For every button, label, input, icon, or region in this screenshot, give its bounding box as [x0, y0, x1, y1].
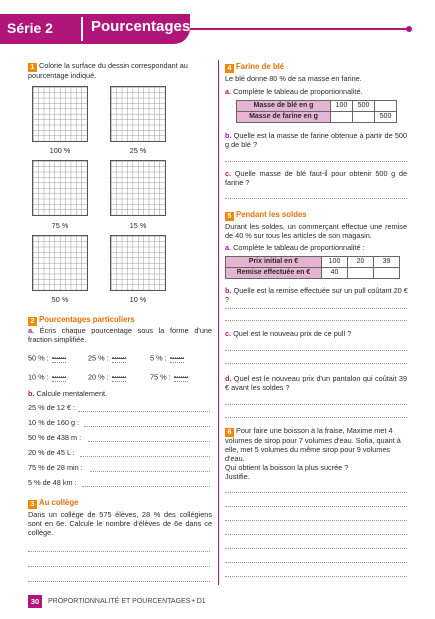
- page-number: 30: [28, 595, 42, 608]
- row-header: Masse de farine en g: [237, 112, 331, 123]
- ex5-c: [225, 330, 351, 339]
- ex2-badge: 2: [28, 317, 37, 326]
- ex5-d-text: Quel est le nouveau prix d'un pantalon qui coûtait 39 € avant les soldes ?: [225, 374, 407, 392]
- table-cell: 39: [374, 257, 400, 268]
- fraction-blank[interactable]: [112, 373, 126, 382]
- frac-label: 75 % :: [150, 372, 171, 382]
- table-row: [226, 268, 400, 279]
- answer-line[interactable]: [225, 520, 407, 521]
- ex5-heading: [225, 210, 307, 221]
- frac-label: 25 % :: [88, 353, 109, 363]
- row-header: Prix initial en €: [226, 257, 322, 268]
- frac-item: [28, 354, 66, 363]
- ex5-intro: Durant les soldes, un commerçant effectue une remise de 40 % sur tous les articles de son magasin.: [225, 222, 407, 240]
- answer-line[interactable]: [80, 456, 210, 457]
- ex4-b-prefix: b.: [225, 131, 232, 140]
- answer-line[interactable]: [78, 411, 210, 412]
- answer-line[interactable]: [225, 506, 407, 507]
- ex5-d: [225, 375, 407, 393]
- ex4-b: [225, 132, 407, 150]
- answer-line[interactable]: [225, 404, 407, 405]
- answer-line[interactable]: [225, 161, 407, 162]
- column-divider: [218, 60, 219, 585]
- frac-item: [88, 373, 126, 382]
- grid-100[interactable]: [32, 86, 88, 142]
- table-row: [226, 257, 400, 268]
- frac-item: [150, 373, 188, 382]
- table-cell: 100: [322, 257, 348, 268]
- ex4-badge: 4: [225, 64, 234, 73]
- ex5-a-text: Complète le tableau de proportionnalité :: [233, 243, 365, 252]
- answer-line[interactable]: [84, 426, 210, 427]
- ex6-text: Pour faire une boisson à la fraise, Maxime met 4 volumes de sirop pour 7 volumes d'eau. Sofia, quant à elle, met 5 volumes du même sirop pour 9 volumes d'eau.: [225, 426, 401, 463]
- header-rule: [190, 28, 410, 30]
- answer-line[interactable]: [225, 350, 407, 351]
- calc-label: 20 % de 45 L :: [28, 448, 75, 457]
- answer-line[interactable]: [225, 534, 407, 535]
- table-cell-input[interactable]: [353, 112, 375, 123]
- answer-line[interactable]: [225, 320, 407, 321]
- ex2-heading: [28, 315, 135, 326]
- table-cell-input[interactable]: [375, 101, 397, 112]
- grid-15[interactable]: [110, 160, 166, 216]
- grid-label: 10 %: [129, 295, 147, 304]
- fraction-blank[interactable]: [52, 354, 66, 363]
- ex3-heading: [28, 498, 78, 509]
- ex5-a-prefix: a.: [225, 243, 232, 252]
- ex3-badge: 3: [28, 500, 37, 509]
- answer-line[interactable]: [28, 581, 210, 582]
- ex5-b-text: Quelle est la remise effectuée sur un pull coûtant 20 € ?: [225, 286, 408, 304]
- ex6-statement: [225, 427, 407, 481]
- ex5-b: [225, 287, 409, 305]
- frac-label: 20 % :: [88, 372, 109, 382]
- table-cell: 40: [322, 268, 348, 279]
- answer-line[interactable]: [225, 562, 407, 563]
- fraction-blank[interactable]: [170, 354, 184, 363]
- ex2-title: Pourcentages particuliers: [39, 315, 135, 324]
- answer-line[interactable]: [225, 308, 407, 309]
- calc-label: 5 % de 48 km :: [28, 478, 77, 487]
- ex2-a-text: Écris chaque pourcentage sous la forme d'une fraction simplifiée.: [28, 326, 212, 344]
- serie-label: Série 2: [7, 20, 53, 36]
- ex2-b-text: Calcule mentalement.: [36, 389, 108, 398]
- answer-line[interactable]: [90, 471, 210, 472]
- grid-50[interactable]: [32, 235, 88, 291]
- answer-line[interactable]: [82, 486, 210, 487]
- table-cell-input[interactable]: [374, 268, 400, 279]
- frac-item: [28, 373, 66, 382]
- ex5-title: Pendant les soldes: [236, 210, 307, 219]
- answer-line[interactable]: [225, 363, 407, 364]
- ex2-a-prefix: a.: [28, 326, 35, 335]
- ex4-title: Farine de blé: [236, 62, 285, 71]
- ex4-c-prefix: c.: [225, 169, 232, 178]
- answer-line[interactable]: [88, 441, 210, 442]
- fraction-blank[interactable]: [112, 354, 126, 363]
- frac-label: 5 % :: [150, 353, 167, 363]
- table-cell-input[interactable]: [348, 268, 374, 279]
- ex4-table: [236, 100, 397, 123]
- ex4-a-text: Complète le tableau de proportionnalité.: [233, 87, 363, 96]
- fraction-blank[interactable]: [174, 373, 188, 382]
- answer-line[interactable]: [225, 492, 407, 493]
- ex4-heading: [225, 62, 284, 73]
- frac-label: 10 % :: [28, 372, 49, 382]
- ex1-text: Colorie la surface du dessin correspondant au pourcentage indiqué.: [28, 61, 188, 80]
- calc-label: 25 % de 12 € :: [28, 403, 76, 412]
- row-header: Remise effectuée en €: [226, 268, 322, 279]
- grid-label: 25 %: [129, 146, 147, 155]
- answer-line[interactable]: [28, 566, 210, 567]
- ex5-a: [225, 244, 365, 253]
- ex4-a-prefix: a.: [225, 87, 232, 96]
- ex2-b-prefix: b.: [28, 389, 35, 398]
- answer-line[interactable]: [225, 417, 407, 418]
- table-cell: 100: [331, 101, 353, 112]
- grid-label: 75 %: [51, 221, 69, 230]
- answer-line[interactable]: [225, 198, 407, 199]
- grid-label: 15 %: [129, 221, 147, 230]
- ex2-a: [28, 327, 212, 345]
- table-row: [237, 101, 397, 112]
- ex6-justify: Justifie.: [225, 471, 250, 481]
- grid-25[interactable]: [110, 86, 166, 142]
- fraction-blank[interactable]: [52, 373, 66, 382]
- table-cell: 20: [348, 257, 374, 268]
- frac-item: [88, 354, 126, 363]
- answer-line[interactable]: [28, 551, 210, 552]
- ex5-badge: 5: [225, 212, 234, 221]
- ex5-d-prefix: d.: [225, 374, 232, 383]
- answer-line[interactable]: [225, 576, 407, 577]
- ex6-question: Qui obtient la boisson la plus sucrée ?: [225, 462, 349, 472]
- ex4-c-text: Quelle masse de blé faut-il pour obtenir 500 g de farine ?: [225, 169, 407, 187]
- calc-label: 50 % de 438 m :: [28, 433, 82, 442]
- table-cell-input[interactable]: [331, 112, 353, 123]
- page-title: Pourcentages: [91, 18, 191, 35]
- table-row: [237, 112, 397, 123]
- grid-10[interactable]: [110, 235, 166, 291]
- ex2-b: [28, 390, 107, 399]
- ex4-intro: Le blé donne 80 % de sa masse en farine.: [225, 74, 362, 83]
- grid-label: 50 %: [51, 295, 69, 304]
- ex5-c-text: Quel est le nouveau prix de ce pull ?: [233, 329, 352, 338]
- answer-line[interactable]: [225, 548, 407, 549]
- grid-label: 100 %: [49, 146, 71, 155]
- header-separator: [81, 17, 83, 41]
- ex4-a: [225, 88, 363, 97]
- ex4-b-text: Quelle est la masse de farine obtenue à partir de 500 g de blé ?: [225, 131, 407, 149]
- calc-label: 10 % de 160 g :: [28, 418, 80, 427]
- frac-label: 50 % :: [28, 353, 49, 363]
- ex5-c-prefix: c.: [225, 329, 232, 338]
- footer-text: PROPORTIONNALITÉ ET POURCENTAGES • D1: [48, 598, 206, 605]
- ex5-b-prefix: b.: [225, 286, 232, 295]
- calc-label: 75 % de 28 min :: [28, 463, 83, 472]
- ex1-statement: [28, 62, 212, 81]
- row-header: Masse de blé en g: [237, 101, 331, 112]
- ex1-badge: 1: [28, 63, 37, 72]
- ex4-c: [225, 170, 407, 188]
- ex3-text: Dans un collège de 575 élèves, 28 % des collégiens sont en 6e. Calcule le nombre d'élèves de 6e dans ce collège.: [28, 510, 212, 537]
- ex5-table: [225, 256, 400, 279]
- grid-75[interactable]: [32, 160, 88, 216]
- ex3-title: Au collège: [39, 498, 79, 507]
- table-cell: 500: [375, 112, 397, 123]
- table-cell: 500: [353, 101, 375, 112]
- frac-item: [150, 354, 184, 363]
- header-dot: [406, 26, 412, 32]
- ex6-badge: 6: [225, 428, 234, 437]
